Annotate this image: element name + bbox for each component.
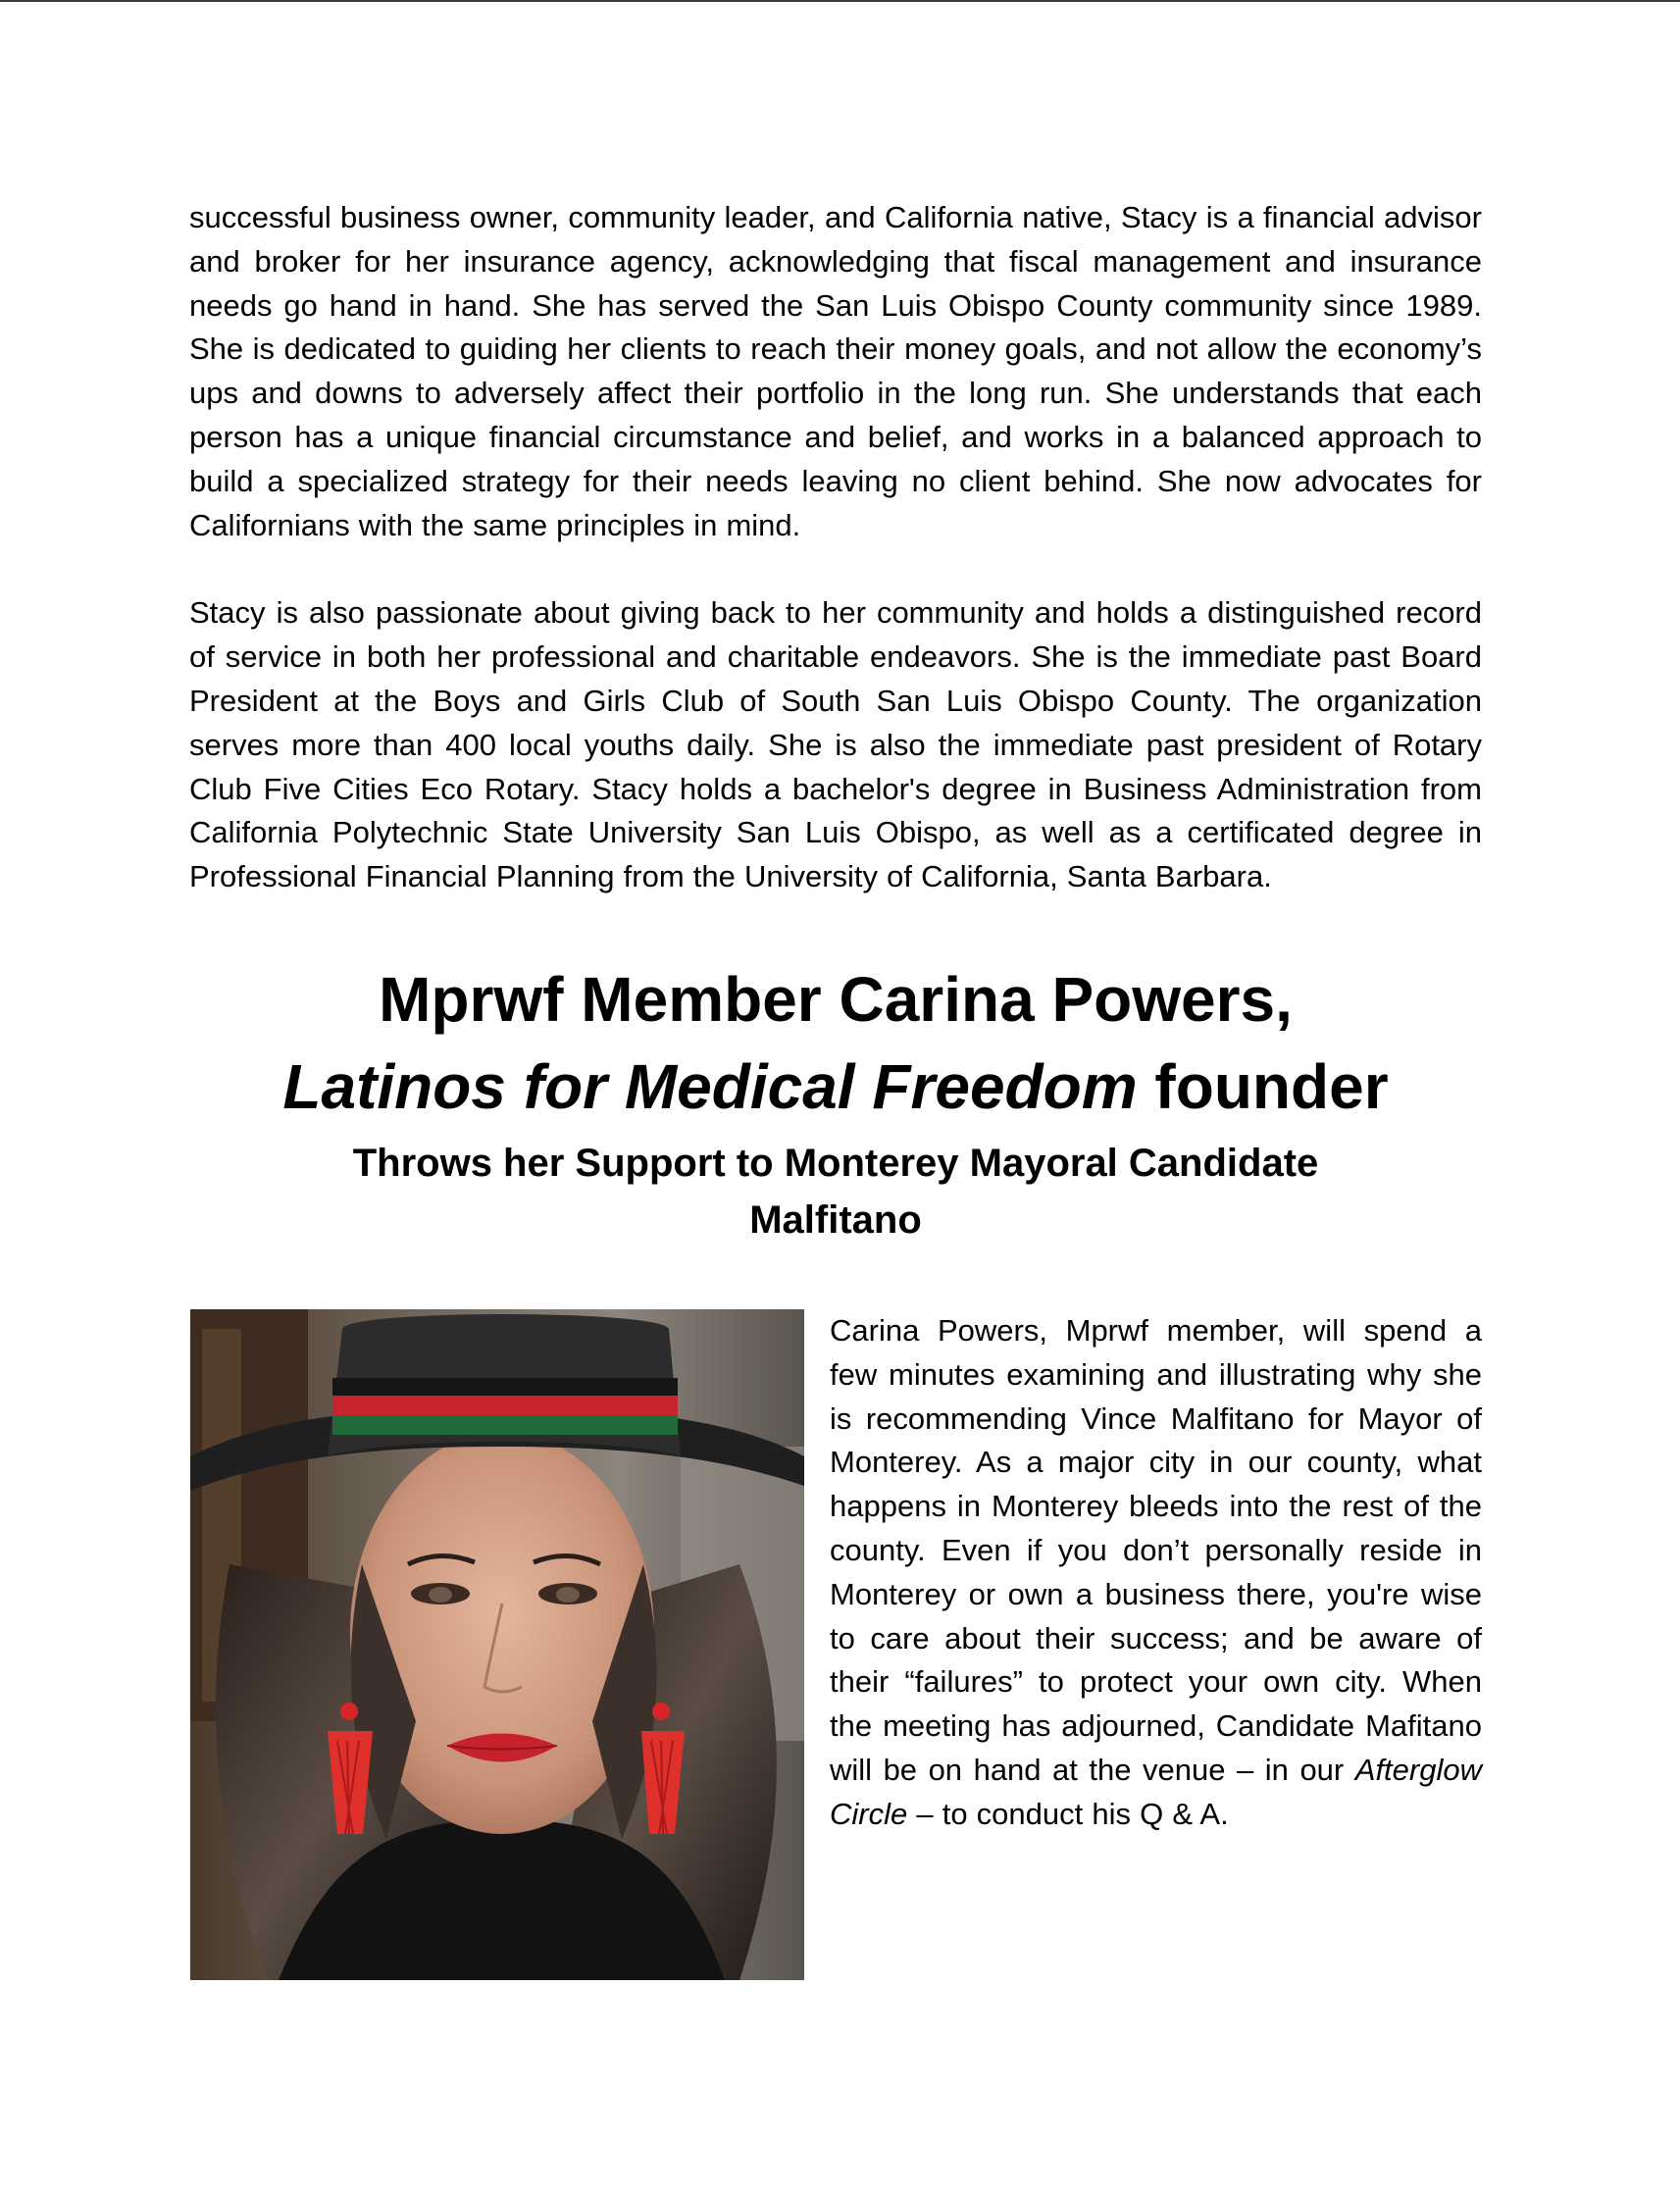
top-border-line	[0, 0, 1680, 2]
headline-founder-word: founder	[1137, 1050, 1389, 1122]
bio-paragraph-2: Stacy is also passionate about giving back to her community and holds a distinguished record of service in both her professional and charitable endeavors. She is the immediate past Board President at the Boys and Girls Club of South San Luis Obispo County. The organization serves more than 400 local youths daily. She is also the immediate past president of Rotary Club Five Cities Eco Rotary. Stacy holds a bachelor's degree in Business Administration from California Polytechnic State University San Luis Obispo, as well as a certificated degree in Professional Financial Planning from the University of California, Santa Barbara.	[189, 595, 1482, 894]
subheadline: Throws her Support to Monterey Mayoral Candidate Malfitano	[352, 1141, 1319, 1242]
document-page	[189, 196, 1482, 1986]
feature-section	[189, 1309, 1482, 1986]
feature-text	[830, 1309, 1482, 1837]
feature-text-end: – to conduct his Q & A.	[907, 1796, 1229, 1831]
portrait-photo	[190, 1309, 804, 1980]
headline-line-2	[189, 1044, 1482, 1131]
headline-line-1: Mprwf Member Carina Powers,	[379, 963, 1293, 1035]
headline-organization-name: Latinos for Medical Freedom	[282, 1050, 1138, 1122]
feature-text-italic: Afterglow Circle	[830, 1752, 1482, 1831]
article-heading	[189, 956, 1482, 1248]
bio-paragraph-1: successful business owner, community leader, and California native, Stacy is a financial advisor and broker for her insurance agency, acknowledging that fiscal management and insurance needs go hand in hand. She has served the San Luis Obispo County community since 1989. She is dedicated to guiding her clients to reach their money goals, and not allow the economy’s ups and downs to adversely affect their portfolio in the long run. She understands that each person has a unique financial circumstance and belief, and works in a balanced approach to build a specialized strategy for their needs leaving no client behind. She now advocates for Californians with the same principles in mind.	[189, 200, 1482, 542]
feature-text-main: Carina Powers, Mprwf member, will spend a few minutes examining and illustrating why she is recommending Vince Malfitano for Mayor of Monterey. As a major city in our county, what happens in Monterey bleeds into the rest of the county. Even if you don’t personally reside in Monterey or own a business there, you're wise to care about their success; and be aware of their “failures” to protect your own city. When the meeting has adjourned, Candidate Mafitano will be on hand at the venue – in our	[830, 1312, 1482, 1787]
